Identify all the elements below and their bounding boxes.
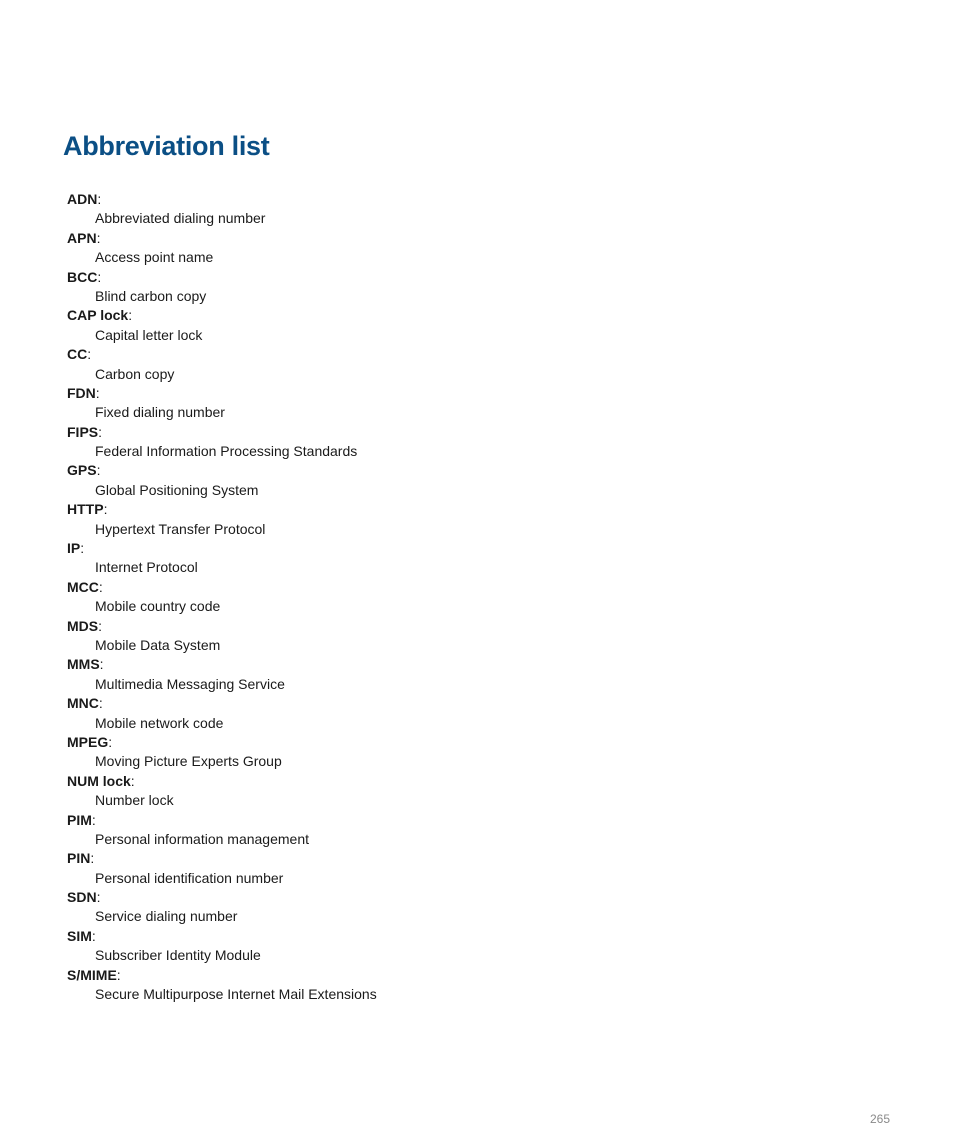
abbreviation-term: BCC (67, 268, 98, 285)
term-separator: : (96, 229, 101, 246)
abbreviation-term-row (67, 268, 767, 287)
abbreviation-definition: Internet Protocol (95, 559, 198, 576)
abbreviation-entry (67, 306, 767, 345)
abbreviation-definition: Subscriber Identity Module (95, 947, 261, 964)
abbreviation-term: IP (67, 540, 81, 557)
abbreviation-term: GPS (67, 462, 97, 479)
abbreviation-term-row (67, 345, 767, 364)
abbreviation-entry (67, 655, 767, 694)
term-separator: : (91, 811, 96, 828)
term-separator: : (98, 423, 103, 440)
abbreviation-entry (67, 345, 767, 384)
abbreviation-entry (67, 461, 767, 500)
abbreviation-term: SDN (67, 889, 97, 906)
term-separator: : (103, 501, 108, 518)
abbreviation-term: MCC (67, 578, 99, 595)
abbreviation-definition: Global Positioning System (95, 481, 259, 498)
term-separator: : (96, 889, 101, 906)
abbreviation-term-row (67, 423, 767, 442)
abbreviation-term: FDN (67, 384, 96, 401)
term-separator: : (108, 733, 113, 750)
abbreviation-term-row (67, 190, 767, 209)
abbreviation-entry (67, 229, 767, 268)
abbreviation-term: NUM lock (67, 772, 131, 789)
abbreviation-term: MDS (67, 617, 99, 634)
abbreviation-term: CC (67, 346, 88, 363)
abbreviation-entry (67, 927, 767, 966)
abbreviation-definition: Mobile Data System (95, 636, 221, 653)
term-separator: : (95, 384, 100, 401)
abbreviation-definition: Access point name (95, 249, 214, 266)
abbreviation-definition: Personal information management (95, 830, 310, 847)
abbreviation-entry (67, 617, 767, 656)
term-separator: : (98, 578, 103, 595)
abbreviation-entry (67, 500, 767, 539)
term-separator: : (98, 617, 103, 634)
page-number: 265 (869, 1112, 890, 1126)
abbreviation-term: HTTP (67, 501, 104, 518)
abbreviation-definition: Mobile country code (95, 598, 221, 615)
term-separator: : (91, 927, 96, 944)
abbreviation-term-row (67, 306, 767, 325)
term-separator: : (87, 346, 92, 363)
abbreviation-entry (67, 578, 767, 617)
abbreviation-term-row (67, 461, 767, 480)
abbreviation-definition: Moving Picture Experts Group (95, 753, 282, 770)
abbreviation-term: PIN (67, 850, 91, 867)
abbreviation-definition: Multimedia Messaging Service (95, 675, 285, 692)
abbreviation-entry (67, 849, 767, 888)
abbreviation-definition: Carbon copy (95, 365, 175, 382)
abbreviation-definition: Federal Information Processing Standards (95, 443, 358, 460)
abbreviation-definition: Service dialing number (95, 908, 238, 925)
abbreviation-entry (67, 384, 767, 423)
term-separator: : (96, 462, 101, 479)
abbreviation-term-row (67, 539, 767, 558)
term-separator: : (99, 656, 104, 673)
abbreviation-entry (67, 966, 767, 1005)
abbreviation-entry (67, 811, 767, 850)
abbreviation-entry (67, 190, 767, 229)
abbreviation-term: MNC (67, 695, 99, 712)
term-separator: : (80, 540, 85, 557)
abbreviation-entry (67, 694, 767, 733)
abbreviation-term-row (67, 772, 767, 791)
abbreviation-term: CAP lock (67, 307, 129, 324)
abbreviation-term: ADN (67, 191, 98, 207)
abbreviation-entry (67, 772, 767, 811)
term-separator: : (98, 695, 103, 712)
abbreviation-term-row (67, 229, 767, 248)
abbreviation-entry (67, 888, 767, 927)
abbreviation-term-row (67, 500, 767, 519)
abbreviation-definition: Capital letter lock (95, 326, 203, 343)
term-separator: : (97, 268, 102, 285)
abbreviation-entry (67, 423, 767, 462)
abbreviation-definition: Number lock (95, 792, 174, 809)
abbreviation-definition: Mobile network code (95, 714, 224, 731)
abbreviation-term: PIM (67, 811, 92, 828)
abbreviation-entry (67, 268, 767, 307)
abbreviation-definition: Hypertext Transfer Protocol (95, 520, 266, 537)
abbreviation-term-row (67, 811, 767, 830)
abbreviation-term-row (67, 384, 767, 403)
abbreviation-definition: Personal identification number (95, 869, 284, 886)
abbreviation-entry (67, 733, 767, 772)
abbreviation-term-row (67, 888, 767, 907)
abbreviation-term-row (67, 655, 767, 674)
abbreviation-term-row (67, 966, 767, 985)
page-title: Abbreviation list (63, 131, 270, 161)
abbreviation-term: FIPS (67, 423, 99, 440)
abbreviation-list (67, 190, 767, 1004)
term-separator: : (97, 191, 102, 207)
abbreviation-entry (67, 539, 767, 578)
abbreviation-term-row (67, 578, 767, 597)
term-separator: : (90, 850, 95, 867)
abbreviation-term: APN (67, 229, 97, 246)
abbreviation-term: MMS (67, 656, 100, 673)
abbreviation-term-row (67, 617, 767, 636)
abbreviation-term: S/MIME (67, 966, 117, 983)
abbreviation-term-row (67, 927, 767, 946)
term-separator: : (116, 966, 121, 983)
abbreviation-term: MPEG (67, 733, 109, 750)
abbreviation-term-row (67, 849, 767, 868)
abbreviation-definition: Fixed dialing number (95, 404, 225, 421)
abbreviation-term-row (67, 694, 767, 713)
abbreviation-definition: Abbreviated dialing number (95, 210, 266, 227)
term-separator: : (130, 772, 135, 789)
abbreviation-definition: Blind carbon copy (95, 287, 207, 304)
abbreviation-definition: Secure Multipurpose Internet Mail Extensions (95, 986, 377, 1003)
abbreviation-term-row (67, 733, 767, 752)
abbreviation-term: SIM (67, 927, 92, 944)
term-separator: : (128, 307, 133, 324)
